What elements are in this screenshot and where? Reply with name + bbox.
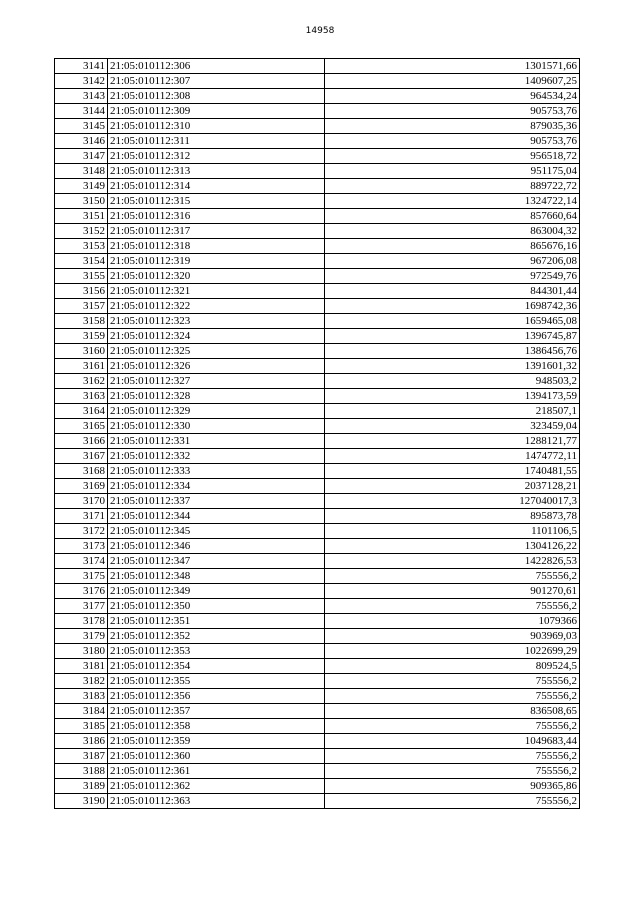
row-number-cell: 3189	[55, 779, 108, 794]
row-number-cell: 3166	[55, 434, 108, 449]
row-number-cell: 3183	[55, 689, 108, 704]
row-number-cell: 3158	[55, 314, 108, 329]
cadastral-number-cell: 21:05:010112:350	[108, 599, 325, 614]
table-row	[55, 284, 580, 299]
cadastral-number-cell: 21:05:010112:344	[108, 509, 325, 524]
cadastral-number-cell: 21:05:010112:345	[108, 524, 325, 539]
value-cell: 967206,08	[325, 254, 580, 269]
value-cell: 863004,32	[325, 224, 580, 239]
value-cell: 1386456,76	[325, 344, 580, 359]
value-cell: 1422826,53	[325, 554, 580, 569]
cadastral-number-cell: 21:05:010112:331	[108, 434, 325, 449]
table-row	[55, 689, 580, 704]
value-cell: 905753,76	[325, 104, 580, 119]
cadastral-number-cell: 21:05:010112:320	[108, 269, 325, 284]
row-number-cell: 3141	[55, 59, 108, 74]
row-number-cell: 3186	[55, 734, 108, 749]
row-number-cell: 3159	[55, 329, 108, 344]
table-row	[55, 794, 580, 809]
table-row	[55, 404, 580, 419]
row-number-cell: 3154	[55, 254, 108, 269]
cadastral-number-cell: 21:05:010112:358	[108, 719, 325, 734]
value-cell: 857660,64	[325, 209, 580, 224]
row-number-cell: 3160	[55, 344, 108, 359]
value-cell: 964534,24	[325, 89, 580, 104]
row-number-cell: 3190	[55, 794, 108, 809]
cadastral-number-cell: 21:05:010112:328	[108, 389, 325, 404]
row-number-cell: 3177	[55, 599, 108, 614]
cadastral-number-cell: 21:05:010112:323	[108, 314, 325, 329]
row-number-cell: 3147	[55, 149, 108, 164]
table-row	[55, 419, 580, 434]
table-row	[55, 494, 580, 509]
value-cell: 755556,2	[325, 749, 580, 764]
cadastral-number-cell: 21:05:010112:306	[108, 59, 325, 74]
value-cell: 889722,72	[325, 179, 580, 194]
table-row	[55, 554, 580, 569]
value-cell: 755556,2	[325, 719, 580, 734]
value-cell: 218507,1	[325, 404, 580, 419]
cadastral-number-cell: 21:05:010112:359	[108, 734, 325, 749]
table-row	[55, 449, 580, 464]
cadastral-number-cell: 21:05:010112:318	[108, 239, 325, 254]
value-cell: 844301,44	[325, 284, 580, 299]
table-row	[55, 74, 580, 89]
value-cell: 1101106,5	[325, 524, 580, 539]
cadastral-number-cell: 21:05:010112:321	[108, 284, 325, 299]
row-number-cell: 3143	[55, 89, 108, 104]
cadastral-number-cell: 21:05:010112:312	[108, 149, 325, 164]
row-number-cell: 3144	[55, 104, 108, 119]
value-cell: 1049683,44	[325, 734, 580, 749]
cadastral-number-cell: 21:05:010112:317	[108, 224, 325, 239]
row-number-cell: 3150	[55, 194, 108, 209]
row-number-cell: 3174	[55, 554, 108, 569]
value-cell: 1324722,14	[325, 194, 580, 209]
table-row	[55, 629, 580, 644]
value-cell: 905753,76	[325, 134, 580, 149]
row-number-cell: 3171	[55, 509, 108, 524]
value-cell: 1740481,55	[325, 464, 580, 479]
table-row	[55, 194, 580, 209]
table-row	[55, 269, 580, 284]
cadastral-number-cell: 21:05:010112:325	[108, 344, 325, 359]
value-cell: 1409607,25	[325, 74, 580, 89]
table-row	[55, 134, 580, 149]
value-cell: 1288121,77	[325, 434, 580, 449]
table-row	[55, 389, 580, 404]
value-cell: 956518,72	[325, 149, 580, 164]
table-row	[55, 209, 580, 224]
row-number-cell: 3175	[55, 569, 108, 584]
value-cell: 895873,78	[325, 509, 580, 524]
table-row	[55, 644, 580, 659]
table-row	[55, 359, 580, 374]
value-cell: 951175,04	[325, 164, 580, 179]
table-row	[55, 434, 580, 449]
cadastral-number-cell: 21:05:010112:349	[108, 584, 325, 599]
row-number-cell: 3164	[55, 404, 108, 419]
cadastral-number-cell: 21:05:010112:333	[108, 464, 325, 479]
row-number-cell: 3152	[55, 224, 108, 239]
value-cell: 755556,2	[325, 794, 580, 809]
row-number-cell: 3162	[55, 374, 108, 389]
row-number-cell: 3145	[55, 119, 108, 134]
value-cell: 755556,2	[325, 599, 580, 614]
row-number-cell: 3146	[55, 134, 108, 149]
table-row	[55, 569, 580, 584]
cadastral-number-cell: 21:05:010112:361	[108, 764, 325, 779]
value-cell: 865676,16	[325, 239, 580, 254]
table-row	[55, 149, 580, 164]
value-cell: 972549,76	[325, 269, 580, 284]
value-cell: 755556,2	[325, 569, 580, 584]
table-row	[55, 599, 580, 614]
cadastral-number-cell: 21:05:010112:352	[108, 629, 325, 644]
page-number: 14958	[305, 26, 335, 36]
value-cell: 1022699,29	[325, 644, 580, 659]
table-row	[55, 344, 580, 359]
value-cell: 1394173,59	[325, 389, 580, 404]
table-row	[55, 614, 580, 629]
value-cell: 1474772,11	[325, 449, 580, 464]
table-row	[55, 779, 580, 794]
cadastral-number-cell: 21:05:010112:348	[108, 569, 325, 584]
value-cell: 755556,2	[325, 674, 580, 689]
table-row	[55, 659, 580, 674]
cadastral-number-cell: 21:05:010112:351	[108, 614, 325, 629]
value-cell: 909365,86	[325, 779, 580, 794]
table-row	[55, 239, 580, 254]
row-number-cell: 3172	[55, 524, 108, 539]
value-cell: 755556,2	[325, 689, 580, 704]
value-cell: 836508,65	[325, 704, 580, 719]
row-number-cell: 3156	[55, 284, 108, 299]
table-row	[55, 764, 580, 779]
cadastral-number-cell: 21:05:010112:347	[108, 554, 325, 569]
row-number-cell: 3187	[55, 749, 108, 764]
row-number-cell: 3153	[55, 239, 108, 254]
table-row	[55, 254, 580, 269]
row-number-cell: 3169	[55, 479, 108, 494]
row-number-cell: 3176	[55, 584, 108, 599]
cadastral-number-cell: 21:05:010112:332	[108, 449, 325, 464]
table-row	[55, 59, 580, 74]
cadastral-number-cell: 21:05:010112:322	[108, 299, 325, 314]
value-cell: 127040017,3	[325, 494, 580, 509]
cadastral-number-cell: 21:05:010112:337	[108, 494, 325, 509]
cadastral-number-cell: 21:05:010112:316	[108, 209, 325, 224]
value-cell: 809524,5	[325, 659, 580, 674]
table-row	[55, 464, 580, 479]
table-row	[55, 539, 580, 554]
value-cell: 1304126,22	[325, 539, 580, 554]
table-row	[55, 104, 580, 119]
cadastral-number-cell: 21:05:010112:308	[108, 89, 325, 104]
registry-table-body	[55, 59, 580, 809]
table-row	[55, 299, 580, 314]
value-cell: 901270,61	[325, 584, 580, 599]
row-number-cell: 3185	[55, 719, 108, 734]
value-cell: 2037128,21	[325, 479, 580, 494]
table-row	[55, 704, 580, 719]
cadastral-number-cell: 21:05:010112:307	[108, 74, 325, 89]
cadastral-number-cell: 21:05:010112:362	[108, 779, 325, 794]
value-cell: 1396745,87	[325, 329, 580, 344]
cadastral-number-cell: 21:05:010112:363	[108, 794, 325, 809]
row-number-cell: 3180	[55, 644, 108, 659]
row-number-cell: 3165	[55, 419, 108, 434]
cadastral-number-cell: 21:05:010112:319	[108, 254, 325, 269]
row-number-cell: 3173	[55, 539, 108, 554]
cadastral-number-cell: 21:05:010112:327	[108, 374, 325, 389]
cadastral-number-cell: 21:05:010112:329	[108, 404, 325, 419]
value-cell: 1079366	[325, 614, 580, 629]
row-number-cell: 3161	[55, 359, 108, 374]
value-cell: 1391601,32	[325, 359, 580, 374]
value-cell: 1698742,36	[325, 299, 580, 314]
table-row	[55, 479, 580, 494]
cadastral-number-cell: 21:05:010112:313	[108, 164, 325, 179]
cadastral-number-cell: 21:05:010112:309	[108, 104, 325, 119]
table-row	[55, 374, 580, 389]
cadastral-number-cell: 21:05:010112:314	[108, 179, 325, 194]
row-number-cell: 3188	[55, 764, 108, 779]
value-cell: 323459,04	[325, 419, 580, 434]
row-number-cell: 3157	[55, 299, 108, 314]
cadastral-number-cell: 21:05:010112:334	[108, 479, 325, 494]
cadastral-number-cell: 21:05:010112:311	[108, 134, 325, 149]
row-number-cell: 3178	[55, 614, 108, 629]
cadastral-number-cell: 21:05:010112:324	[108, 329, 325, 344]
cadastral-number-cell: 21:05:010112:353	[108, 644, 325, 659]
table-row	[55, 89, 580, 104]
row-number-cell: 3148	[55, 164, 108, 179]
cadastral-number-cell: 21:05:010112:310	[108, 119, 325, 134]
cadastral-number-cell: 21:05:010112:354	[108, 659, 325, 674]
table-row	[55, 224, 580, 239]
table-row	[55, 179, 580, 194]
value-cell: 755556,2	[325, 764, 580, 779]
cadastral-number-cell: 21:05:010112:326	[108, 359, 325, 374]
table-row	[55, 524, 580, 539]
row-number-cell: 3149	[55, 179, 108, 194]
value-cell: 879035,36	[325, 119, 580, 134]
cadastral-number-cell: 21:05:010112:360	[108, 749, 325, 764]
row-number-cell: 3182	[55, 674, 108, 689]
row-number-cell: 3170	[55, 494, 108, 509]
value-cell: 903969,03	[325, 629, 580, 644]
table-row	[55, 509, 580, 524]
table-row	[55, 314, 580, 329]
row-number-cell: 3155	[55, 269, 108, 284]
table-row	[55, 749, 580, 764]
cadastral-number-cell: 21:05:010112:330	[108, 419, 325, 434]
row-number-cell: 3163	[55, 389, 108, 404]
row-number-cell: 3167	[55, 449, 108, 464]
row-number-cell: 3184	[55, 704, 108, 719]
row-number-cell: 3181	[55, 659, 108, 674]
cadastral-number-cell: 21:05:010112:355	[108, 674, 325, 689]
cadastral-number-cell: 21:05:010112:357	[108, 704, 325, 719]
table-row	[55, 119, 580, 134]
table-row	[55, 584, 580, 599]
cadastral-number-cell: 21:05:010112:356	[108, 689, 325, 704]
row-number-cell: 3168	[55, 464, 108, 479]
table-row	[55, 164, 580, 179]
table-row	[55, 719, 580, 734]
table-row	[55, 734, 580, 749]
row-number-cell: 3142	[55, 74, 108, 89]
row-number-cell: 3179	[55, 629, 108, 644]
registry-table	[54, 58, 580, 809]
value-cell: 948503,2	[325, 374, 580, 389]
table-row	[55, 329, 580, 344]
cadastral-number-cell: 21:05:010112:315	[108, 194, 325, 209]
value-cell: 1301571,66	[325, 59, 580, 74]
cadastral-number-cell: 21:05:010112:346	[108, 539, 325, 554]
row-number-cell: 3151	[55, 209, 108, 224]
value-cell: 1659465,08	[325, 314, 580, 329]
table-row	[55, 674, 580, 689]
